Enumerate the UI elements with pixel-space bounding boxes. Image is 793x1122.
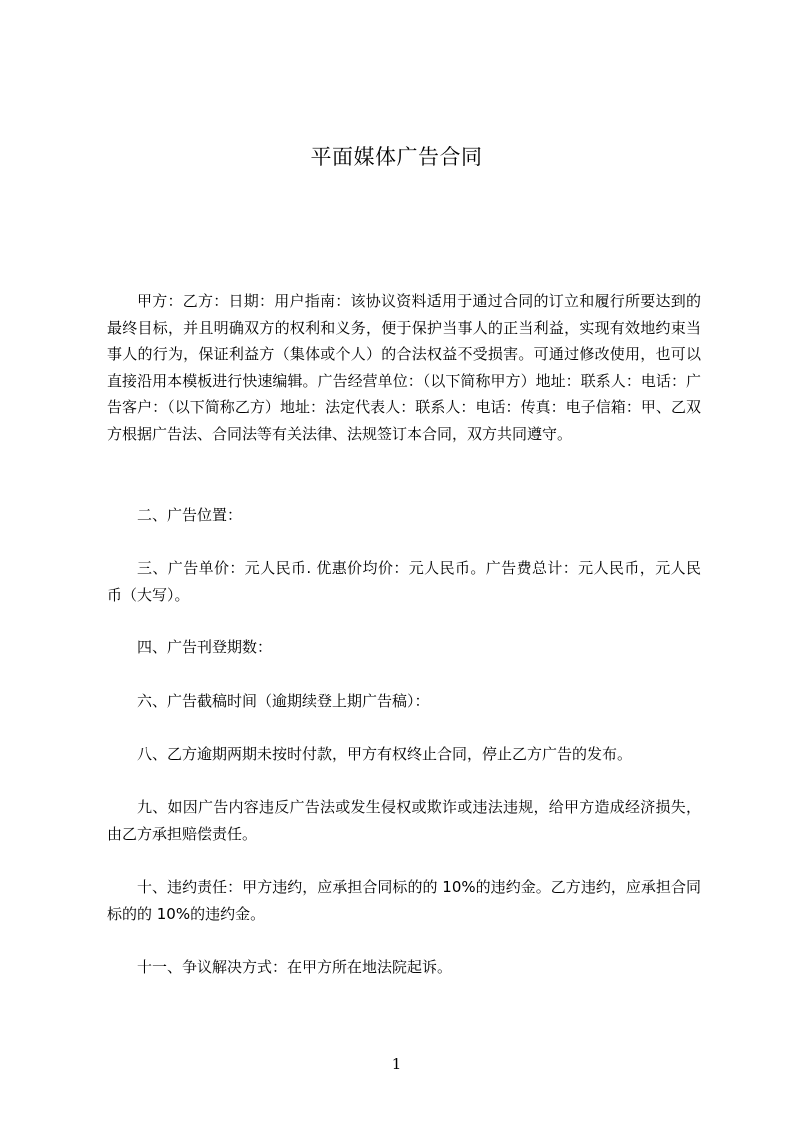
paragraph-breach: 十、违约责任：甲方违约，应承担合同标的的 10%的违约金。乙方违约，应承担合同标的的 10%的违约金。: [107, 878, 701, 923]
paragraph-late-payment: 八、乙方逾期两期未按时付款，甲方有权终止合同，停止乙方广告的发布。: [137, 745, 633, 763]
paragraph-ad-position: 二、广告位置：: [137, 506, 243, 524]
paragraph-ad-issues: 四、广告刊登期数：: [137, 638, 273, 656]
page-number: 1: [391, 1055, 402, 1073]
paragraph-dispute: 十一、争议解决方式：在甲方所在地法院起诉。: [137, 958, 453, 976]
paragraph-parties-intro: 甲方：乙方：日期：用户指南：该协议资料适用于通过合同的订立和履行所要达到的最终目标，并且明确双方的权利和义务，便于保护当事人的正当利益，实现有效地约束当事人的行为，保证利益方（集体或个人）的合法权益不受损害。可通过修改使用，也可以直接沿用本模板进行快速编辑。广告经营单位：（以下简称甲方）地址：联系人：电话：广告客户：（以下简称乙方）地址：法定代表人：联系人：电话：传真：电子信箱：甲、乙双方根据广告法、合同法等有关法律、法规签订本合同，双方共同遵守。: [107, 292, 701, 443]
document-title: 平面媒体广告合同: [310, 145, 483, 169]
paragraph-ad-price: 三、广告单价：元人民币. 优惠价均价：元人民币。广告费总计：元人民币，元人民币（大写）。: [107, 559, 701, 604]
paragraph-liability: 九、如因广告内容违反广告法或发生侵权或欺诈或违法违规，给甲方造成经济损失，由乙方承担赔偿责任。: [107, 798, 701, 843]
paragraph-deadline: 六、广告截稿时间（逾期续登上期广告稿）：: [137, 692, 430, 710]
